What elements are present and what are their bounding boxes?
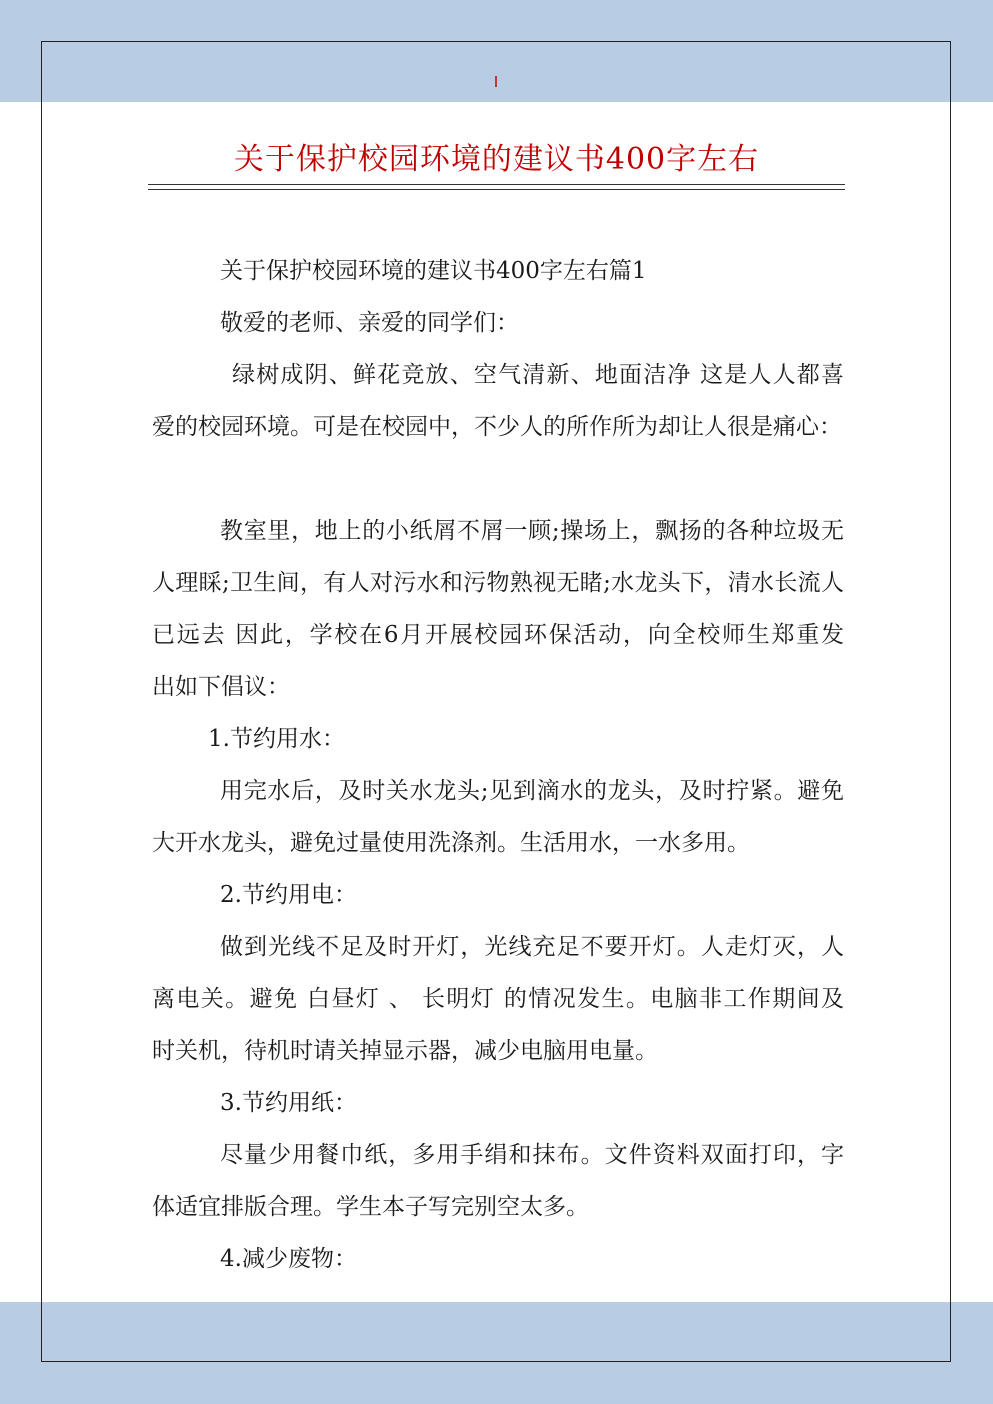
paragraph-line: 时关机，待机时请关掉显示器，减少电脑用电量。: [152, 1038, 658, 1064]
salutation: 敬爱的老师、亲爱的同学们：: [220, 310, 519, 336]
paragraph-line: 尽量少用餐巾纸，多用手绢和抹布。文件资料双面打印，字: [220, 1142, 844, 1168]
paragraph-line: 绿树成阴、鲜花竞放、空气清新、地面洁净 这是人人都喜: [232, 362, 844, 388]
paragraph-line: 体适宜排版合理。学生本子写完别空太多。: [152, 1194, 589, 1220]
section-heading: 关于保护校园环境的建议书400字左右篇1: [220, 258, 647, 284]
paragraph-line: 用完水后，及时关水龙头;见到滴水的龙头，及时拧紧。避免: [220, 778, 844, 804]
paragraph-line: 做到光线不足及时开灯，光线充足不要开灯。人走灯灭，人: [220, 934, 844, 960]
paragraph-line: 爱的校园环境。可是在校园中，不少人的所作所为却让人很是痛心：: [152, 414, 842, 440]
header-mark: [495, 76, 497, 87]
title-rule-bottom: [148, 189, 845, 190]
paragraph-line: 大开水龙头，避免过量使用洗涤剂。生活用水，一水多用。: [152, 830, 750, 856]
title-rule-top: [148, 184, 845, 185]
document-title: 关于保护校园环境的建议书400字左右: [233, 142, 760, 177]
list-heading: 2.节约用电：: [220, 882, 357, 908]
list-heading: 1.节约用水：: [208, 726, 345, 752]
list-heading: 3.节约用纸：: [220, 1090, 357, 1116]
paragraph-line: 离电关。避免 白昼灯 、 长明灯 的情况发生。电脑非工作期间及: [152, 986, 844, 1012]
paragraph-line: 出如下倡议：: [152, 674, 290, 700]
paragraph-line: 教室里，地上的小纸屑不屑一顾;操场上，飘扬的各种垃圾无: [220, 518, 844, 544]
paragraph-line: 人理睬;卫生间，有人对污水和污物熟视无睹;水龙头下，清水长流人: [152, 570, 844, 596]
list-heading: 4.减少废物：: [220, 1246, 357, 1272]
paragraph-line: 已远去 因此，学校在6月开展校园环保活动，向全校师生郑重发: [152, 622, 844, 648]
